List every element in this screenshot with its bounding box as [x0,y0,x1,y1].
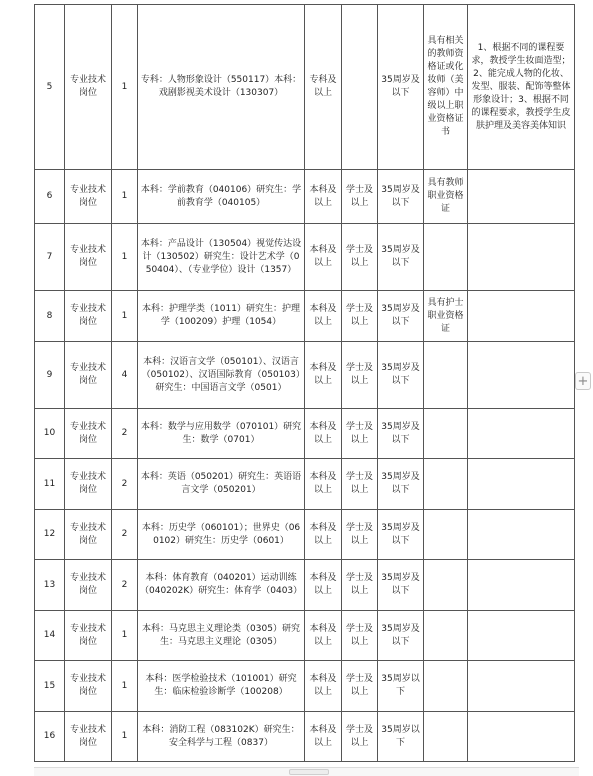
degree-cell: 学士及以上 [342,611,378,661]
degree-cell: 学士及以上 [342,291,378,342]
major-cell: 专科：人物形象设计（550117）本科：戏剧影视美术设计（130307） [138,5,305,170]
position-cell: 专业技术岗位 [65,291,112,342]
age-cell: 35周岁及以下 [378,170,424,224]
age-cell: 35周岁及以下 [378,459,424,510]
age-cell: 35周岁及以下 [378,611,424,661]
table-body [35,5,575,762]
major-cell: 本科：学前教育（040106）研究生：学前教育学（040105） [138,170,305,224]
count-cell: 2 [112,560,138,611]
degree-cell [342,5,378,170]
row-number: 10 [35,409,65,459]
major-cell: 本科：汉语言文学（050101）、汉语言（050102）、汉语国际教育（050103）研究生：中国语言文学（0501） [138,342,305,409]
certificate-cell [424,409,468,459]
degree-cell: 学士及以上 [342,224,378,291]
certificate-cell: 具有护士职业资格证 [424,291,468,342]
major-cell: 本科：护理学类（1011）研究生：护理学（100209）护理（1054） [138,291,305,342]
row-number: 7 [35,224,65,291]
degree-cell: 学士及以上 [342,459,378,510]
count-cell: 1 [112,5,138,170]
table-row [35,170,575,224]
note-cell [468,224,575,291]
add-row-button[interactable]: + [575,372,591,390]
education-cell: 本科及以上 [305,661,342,712]
degree-cell: 学士及以上 [342,712,378,762]
position-cell: 专业技术岗位 [65,342,112,409]
education-cell: 本科及以上 [305,459,342,510]
count-cell: 1 [112,611,138,661]
recruitment-table [34,4,575,762]
note-cell [468,459,575,510]
certificate-cell [424,560,468,611]
count-cell: 1 [112,291,138,342]
age-cell: 35周岁以下 [378,661,424,712]
certificate-cell [424,661,468,712]
education-cell: 本科及以上 [305,560,342,611]
count-cell: 2 [112,409,138,459]
certificate-cell [424,510,468,560]
age-cell: 35周岁及以下 [378,291,424,342]
count-cell: 1 [112,661,138,712]
note-cell [468,712,575,762]
major-cell: 本科：英语（050201）研究生：英语语言文学（050201） [138,459,305,510]
education-cell: 本科及以上 [305,291,342,342]
certificate-cell [424,459,468,510]
major-cell: 本科：数学与应用数学（070101）研究生：数学（0701） [138,409,305,459]
degree-cell: 学士及以上 [342,510,378,560]
education-cell: 本科及以上 [305,611,342,661]
major-cell: 本科：消防工程（083102K）研究生：安全科学与工程（0837） [138,712,305,762]
note-cell [468,291,575,342]
position-cell: 专业技术岗位 [65,560,112,611]
row-number: 16 [35,712,65,762]
row-number: 6 [35,170,65,224]
age-cell: 35周岁及以下 [378,224,424,291]
table-row [35,5,575,170]
major-cell: 本科：医学检验技术（101001）研究生：临床检验诊断学（100208） [138,661,305,712]
education-cell: 本科及以上 [305,409,342,459]
count-cell: 4 [112,342,138,409]
certificate-cell [424,224,468,291]
certificate-cell [424,342,468,409]
row-number: 12 [35,510,65,560]
degree-cell: 学士及以上 [342,560,378,611]
row-number: 9 [35,342,65,409]
position-cell: 专业技术岗位 [65,661,112,712]
major-cell: 本科：体育教育（040201）运动训练（040202K）研究生：体育学（0403） [138,560,305,611]
count-cell: 1 [112,170,138,224]
count-cell: 2 [112,459,138,510]
certificate-cell: 具有教师职业资格证 [424,170,468,224]
certificate-cell [424,611,468,661]
age-cell: 35周岁以下 [378,712,424,762]
table-row [35,342,575,409]
degree-cell: 学士及以上 [342,342,378,409]
age-cell: 35周岁及以下 [378,409,424,459]
note-cell [468,611,575,661]
education-cell: 本科及以上 [305,342,342,409]
degree-cell: 学士及以上 [342,409,378,459]
note-cell: 1、根据不同的课程要求，教授学生妆面造型；2、能完成人物的化妆、发型、服装、配饰等整体形象设计；3、根据不同的课程要求，教授学生皮肤护理及美容美体知识 [468,5,575,170]
education-cell: 专科及以上 [305,5,342,170]
note-cell [468,560,575,611]
count-cell: 1 [112,712,138,762]
row-number: 13 [35,560,65,611]
education-cell: 本科及以上 [305,224,342,291]
major-cell: 本科：产品设计（130504）视觉传达设计（130502）研究生：设计艺术学（050404）、（专业学位）设计（1357） [138,224,305,291]
education-cell: 本科及以上 [305,712,342,762]
position-cell: 专业技术岗位 [65,409,112,459]
age-cell: 35周岁及以下 [378,5,424,170]
table-row [35,291,575,342]
table-row [35,224,575,291]
position-cell: 专业技术岗位 [65,459,112,510]
certificate-cell [424,712,468,762]
row-number: 14 [35,611,65,661]
position-cell: 专业技术岗位 [65,5,112,170]
note-cell [468,661,575,712]
position-cell: 专业技术岗位 [65,712,112,762]
age-cell: 35周岁及以下 [378,510,424,560]
table-row [35,459,575,510]
table-row [35,712,575,762]
table-row [35,560,575,611]
degree-cell: 学士及以上 [342,170,378,224]
row-number: 11 [35,459,65,510]
note-cell [468,510,575,560]
degree-cell: 学士及以上 [342,661,378,712]
education-cell: 本科及以上 [305,170,342,224]
row-number: 8 [35,291,65,342]
scrollbar-thumb[interactable] [289,769,329,775]
certificate-cell: 具有相关的教师资格证或化妆师（美容师）中级以上职业资格证书 [424,5,468,170]
note-cell [468,409,575,459]
count-cell: 1 [112,224,138,291]
table-row [35,510,575,560]
age-cell: 35周岁及以下 [378,342,424,409]
position-cell: 专业技术岗位 [65,170,112,224]
table-row [35,661,575,712]
position-cell: 专业技术岗位 [65,611,112,661]
count-cell: 2 [112,510,138,560]
position-cell: 专业技术岗位 [65,224,112,291]
row-number: 5 [35,5,65,170]
row-number: 15 [35,661,65,712]
age-cell: 35周岁及以下 [378,560,424,611]
table-row [35,611,575,661]
major-cell: 本科：马克思主义理论类（0305）研究生：马克思主义理论（0305） [138,611,305,661]
position-cell: 专业技术岗位 [65,510,112,560]
major-cell: 本科：历史学（060101）；世界史（060102）研究生：历史学（0601） [138,510,305,560]
table-row [35,409,575,459]
education-cell: 本科及以上 [305,510,342,560]
note-cell [468,342,575,409]
note-cell [468,170,575,224]
